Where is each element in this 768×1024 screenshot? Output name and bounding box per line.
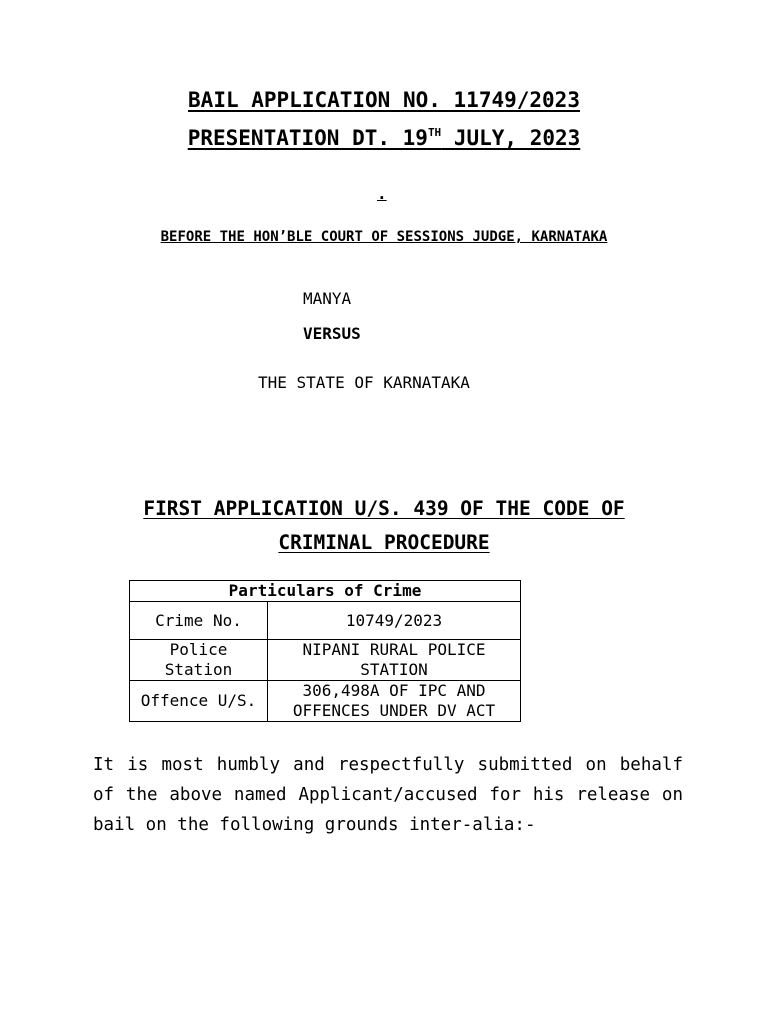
row-value: 10749/2023	[268, 602, 521, 640]
row-label: Offence U/S.	[130, 681, 268, 722]
application-number: BAIL APPLICATION NO. 11749/2023	[188, 88, 580, 112]
row-value: NIPANI RURAL POLICE STATION	[268, 640, 521, 681]
application-title-line2: CRIMINAL PROCEDURE	[278, 531, 490, 554]
table-heading: Particulars of Crime	[130, 581, 521, 602]
date-superscript: TH	[427, 126, 442, 139]
applicant-name: MANYA	[303, 289, 352, 308]
versus-label: VERSUS	[303, 324, 361, 343]
row-label: Police Station	[130, 640, 268, 681]
respondent-name: THE STATE OF KARNATAKA	[258, 373, 470, 392]
court-heading: BEFORE THE HON’BLE COURT OF SESSIONS JUDGE, KARNATAKA	[160, 229, 608, 245]
table-header-row	[130, 581, 521, 602]
table-row	[130, 640, 521, 681]
application-title-line1: FIRST APPLICATION U/S. 439 OF THE CODE OF	[143, 497, 625, 520]
row-value: 306,498A OF IPC AND OFFENCES UNDER DV ACT	[268, 681, 521, 722]
body-paragraph: It is most humbly and respectfully submitted on behalf of the above named Applicant/accused for his release on bail on the following grounds inter-alia:-	[93, 755, 683, 835]
row-label: Crime No.	[130, 602, 268, 640]
table-row	[130, 681, 521, 722]
separator-dot: .	[377, 184, 387, 203]
table-row	[130, 602, 521, 640]
presentation-date: PRESENTATION DT. 19TH JULY, 2023	[187, 126, 581, 150]
crime-particulars-table	[129, 580, 521, 722]
